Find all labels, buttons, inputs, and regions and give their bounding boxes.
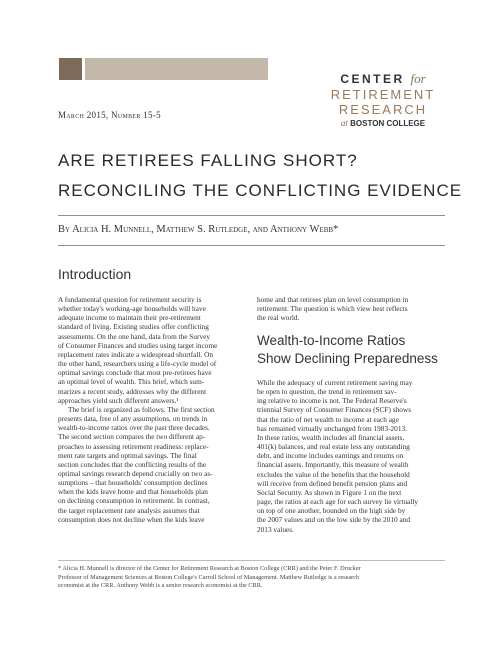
section-heading-wealth-to-income: Wealth-to-Income Ratios Show Declining Preparedness <box>257 333 438 366</box>
page-title-line-2: RECONCILING THE CONFLICTING EVIDENCE <box>58 181 463 200</box>
intro-paragraph-2-continued: home and that retirees plan on level consumption in retirement. The question is which view best reflects the real world. <box>257 295 409 323</box>
brand-bar-light <box>85 58 268 80</box>
issue-number: March 2015, Number 15-5 <box>58 110 161 120</box>
section-heading-introduction: Introduction <box>58 266 132 282</box>
column-right-top <box>257 295 447 322</box>
page-title-line-1: ARE RETIREES FALLING SHORT? <box>58 151 358 170</box>
column-left <box>58 295 244 524</box>
logo-line-retirement: RETIREMENT <box>330 87 436 102</box>
logo-line-center: CENTER for <box>340 71 426 86</box>
authors-byline: By Alicia H. Munnell, Matthew S. Rutledge, and Anthony Webb* <box>58 224 339 235</box>
crr-logo <box>318 71 448 128</box>
author-footnote: * Alicia H. Munnell is director of the Center for Retirement Research at Boston College (CRR) and the Peter F. Drucker Professor of Management Sciences at Boston College's Carroll School of Management. Matthew Rutledge is a research economist at the CRR. Anthony Webb is a senior research economist at the CRR. <box>58 565 361 590</box>
column-right-body <box>257 378 447 534</box>
wealth-paragraph: While the adequacy of current retirement saving may be open to question, the trend in retirement sav- ing relative to income is not. The Federal Reserve's triennial Survey of Consumer Finances (SCF) shows that the ratio of net wealth to income at each age has remained virtually unchanged from 1983-2013. In these ratios, wealth includes all financial assets, 401(k) balances, and real estate less any outstanding debt, and income includes earnings and returns on financial assets. Importantly, this measure of wealth excludes the value of the benefits that the household will receive from defined benefit pension plans and Social Security. As shown in Figure 1 on the next page, the ratios at each age for each survey lie virtually on top of one another, bounded on the high side by the 2007 values and on the low side by the 2010 and 2013 values. <box>257 378 419 534</box>
divider-top <box>58 215 445 216</box>
divider-bottom <box>58 245 445 246</box>
logo-line-research: RESEARCH <box>338 102 428 117</box>
intro-paragraph-2: The brief is organized as follows. The first section presents data, free of any assumptions, on trends in wealth-to-income ratios over the past three decades. The second section compares the two different ap- proaches to assessing retirement readiness: replace- ment rate targets and optimal savings. The final section concludes that the conflicting results of the optimal savings research depend crucially on two as- sumptions – that households' consumption declines when the kids leave home and that households plan on declining consumption in retirement. In contrast, the target replacement rate analysis assumes that consumption does not decline when the kids leave <box>58 404 215 524</box>
logo-line-bc: at BOSTON COLLEGE <box>340 118 426 128</box>
intro-paragraph-1: A fundamental question for retirement security is whether today's working-age households will have adequate income to maintain their pre-retirement standard of living. Existing studies offer conflicting assessments. On the one hand, data from the Survey of Consumer Finances and studies using target income replacement rates indicate a widespread shortfall. On the other hand, researchers using a life-cycle model of optimal savings conclude that most pre-retirees have an optimal level of wealth. This brief, which sum- marizes a recent study, addresses why the different approaches yield such different answers.¹ <box>58 295 218 405</box>
brand-bar-dark <box>59 58 82 80</box>
footnote-divider <box>58 560 445 561</box>
